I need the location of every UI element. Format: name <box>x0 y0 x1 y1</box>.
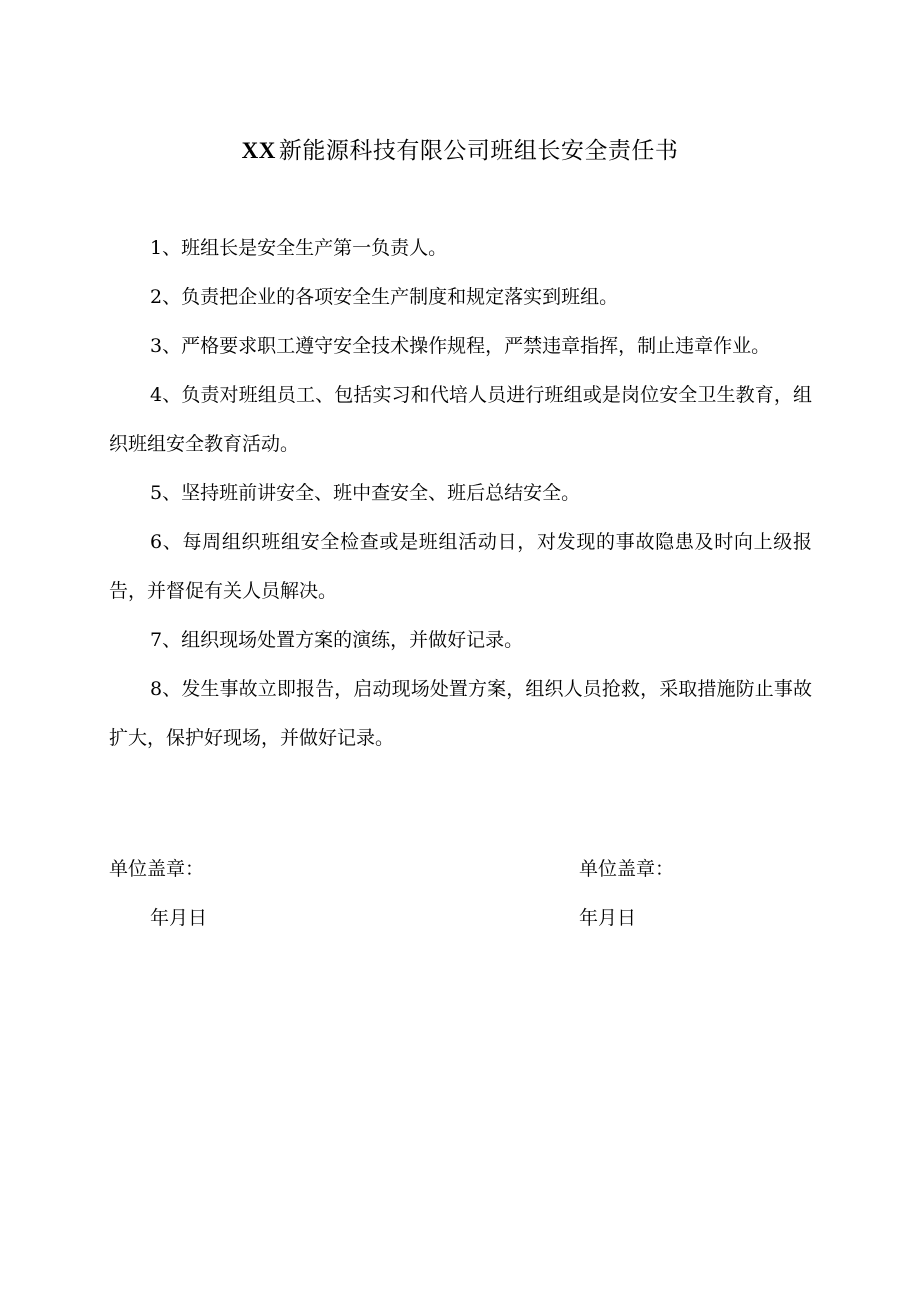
responsibility-item-7: 7、组织现场处置方案的演练，并做好记录。 <box>150 629 524 651</box>
responsibility-item-3: 3、严格要求职工遵守安全技术操作规程，严禁违章指挥，制止违章作业。 <box>150 335 771 357</box>
seal-label-left: 单位盖章： <box>109 858 205 880</box>
responsibility-item-4: 4、负责对班组员工、包括实习和代培人员进行班组或是岗位安全卫生教育，组织班组安全教育活动。 <box>109 384 812 455</box>
document-title <box>0 133 920 169</box>
responsibility-item-8: 8、发生事故立即报告，启动现场处置方案，组织人员抢救，采取措施防止事故扩大，保护好现场，并做好记录。 <box>109 678 812 749</box>
responsibility-item-6: 6、每周组织班组安全检查或是班组活动日，对发现的事故隐患及时向上级报告，并督促有关人员解决。 <box>109 531 812 602</box>
document-title-prefix: XX <box>241 138 276 163</box>
document-title-main: 新能源科技有限公司班组长安全责任书 <box>278 138 679 164</box>
date-label-left: 年月日 <box>150 907 208 929</box>
responsibility-item-5: 5、坚持班前讲安全、班中查安全、班后总结安全。 <box>150 482 581 504</box>
date-label-right: 年月日 <box>579 907 637 929</box>
responsibility-item-1: 1、班组长是安全生产第一负责人。 <box>150 237 448 259</box>
signature-block-left <box>109 845 207 943</box>
responsibility-item-2: 2、负责把企业的各项安全生产制度和规定落实到班组。 <box>150 286 619 308</box>
responsibility-list <box>109 224 812 763</box>
seal-label-right: 单位盖章： <box>579 858 675 880</box>
signature-block-right <box>579 845 674 943</box>
